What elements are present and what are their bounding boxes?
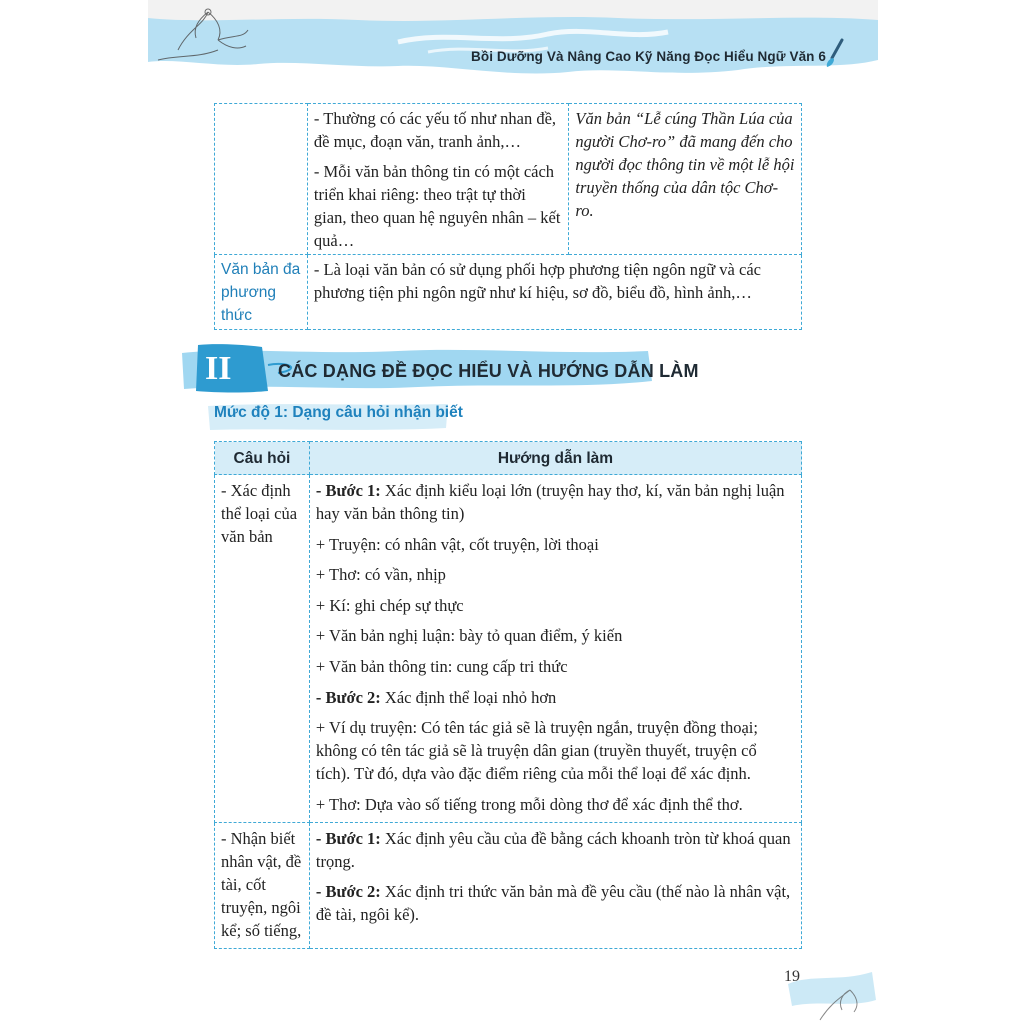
table-row (215, 104, 802, 255)
table-row (215, 475, 802, 823)
step-paragraph (316, 479, 795, 525)
table-cell-example: Văn bản “Lễ cúng Thần Lúa của người Chơ-ro” đã mang đến cho người đọc thông tin về một lễ hội truyền thống của dân tộc Chơ-ro. (569, 104, 802, 255)
step-paragraph (316, 827, 795, 873)
feature-paragraph: - Thường có các yếu tố như nhan đề, đề mục, đoạn văn, tranh ảnh,… (313, 109, 557, 151)
paintbrush-icon (824, 38, 846, 68)
list-item: + Truyện: có nhân vật, cốt truyện, lời thoại (315, 534, 599, 554)
question-guide-table (214, 441, 802, 949)
list-item: + Ví dụ truyện: Có tên tác giả sẽ là truyện ngắn, truyện đồng thoại; không có tên tác giả sẽ là truyện dân gian (truyền thuyết, truyện cổ tích). Từ đó, dựa vào đặc điểm riêng của mỗi thể loại để xác định. (315, 718, 758, 784)
list-item: + Kí: ghi chép sự thực (315, 595, 464, 615)
page-header (148, 0, 878, 82)
question-cell: - Xác định thể loại của văn bản (215, 475, 310, 823)
guide-cell (309, 822, 801, 948)
table-row (215, 255, 802, 330)
table-cell-features: - Là loại văn bản có sử dụng phối hợp phương tiện ngôn ngữ và các phương tiện phi ngôn ngữ như kí hiệu, sơ đồ, biểu đồ, hình ảnh,… (307, 255, 801, 330)
step-text: Xác định thể loại nhỏ hơn (380, 687, 557, 707)
table-cell-type (215, 104, 308, 255)
step-label: - Bước 1: (315, 828, 381, 848)
list-item: + Văn bản thông tin: cung cấp tri thức (315, 656, 568, 676)
table-row (215, 822, 802, 948)
list-item: + Thơ: Dựa vào số tiếng trong mỗi dòng thơ để xác định thể thơ. (315, 794, 743, 814)
table-cell-type: Văn bản đa phương thức (215, 255, 308, 330)
column-header-question: Câu hỏi (215, 442, 310, 475)
list-item: + Thơ: có vần, nhịp (315, 565, 446, 585)
list-item: + Văn bản nghị luận: bày tỏ quan điểm, ý kiến (315, 626, 623, 646)
table-header-row (215, 442, 802, 475)
section-number: II (205, 350, 232, 387)
section-title: CÁC DẠNG ĐỀ ĐỌC HIỂU VÀ HƯỚNG DẪN LÀM (278, 361, 699, 381)
text-types-table (214, 103, 802, 330)
header-title: Bồi Dưỡng Và Nâng Cao Kỹ Năng Đọc Hiểu Ngữ Văn 6 (471, 49, 826, 64)
step-paragraph (316, 686, 795, 709)
header-brush-decoration (148, 0, 878, 82)
step-paragraph (316, 880, 795, 926)
step-text: Xác định tri thức văn bản mà đề yêu cầu (thế nào là nhân vật, đề tài, ngôi kể). (315, 882, 791, 925)
step-text: Xác định yêu cầu của đề bằng cách khoanh tròn từ khoá quan trọng. (315, 828, 791, 871)
step-text: Xác định kiểu loại lớn (truyện hay thơ, kí, văn bản nghị luận hay văn bản thông tin) (315, 481, 785, 523)
question-cell: - Nhận biết nhân vật, đề tài, cốt truyện, ngôi kể; số tiếng, (215, 822, 310, 948)
step-label: - Bước 2: (315, 882, 381, 902)
step-label: - Bước 2: (315, 687, 381, 707)
level-heading: Mức độ 1: Dạng câu hỏi nhận biết (214, 404, 463, 421)
feature-paragraph: - Mỗi văn bản thông tin có một cách triển khai riêng: theo trật tự thời gian, theo quan hệ nguyên nhân – kết quả… (313, 162, 561, 250)
page-number: 19 (784, 968, 800, 985)
guide-cell (309, 475, 801, 823)
column-header-guide: Hướng dẫn làm (309, 442, 801, 475)
step-label: - Bước 1: (315, 481, 381, 500)
table-cell-features (307, 104, 569, 255)
